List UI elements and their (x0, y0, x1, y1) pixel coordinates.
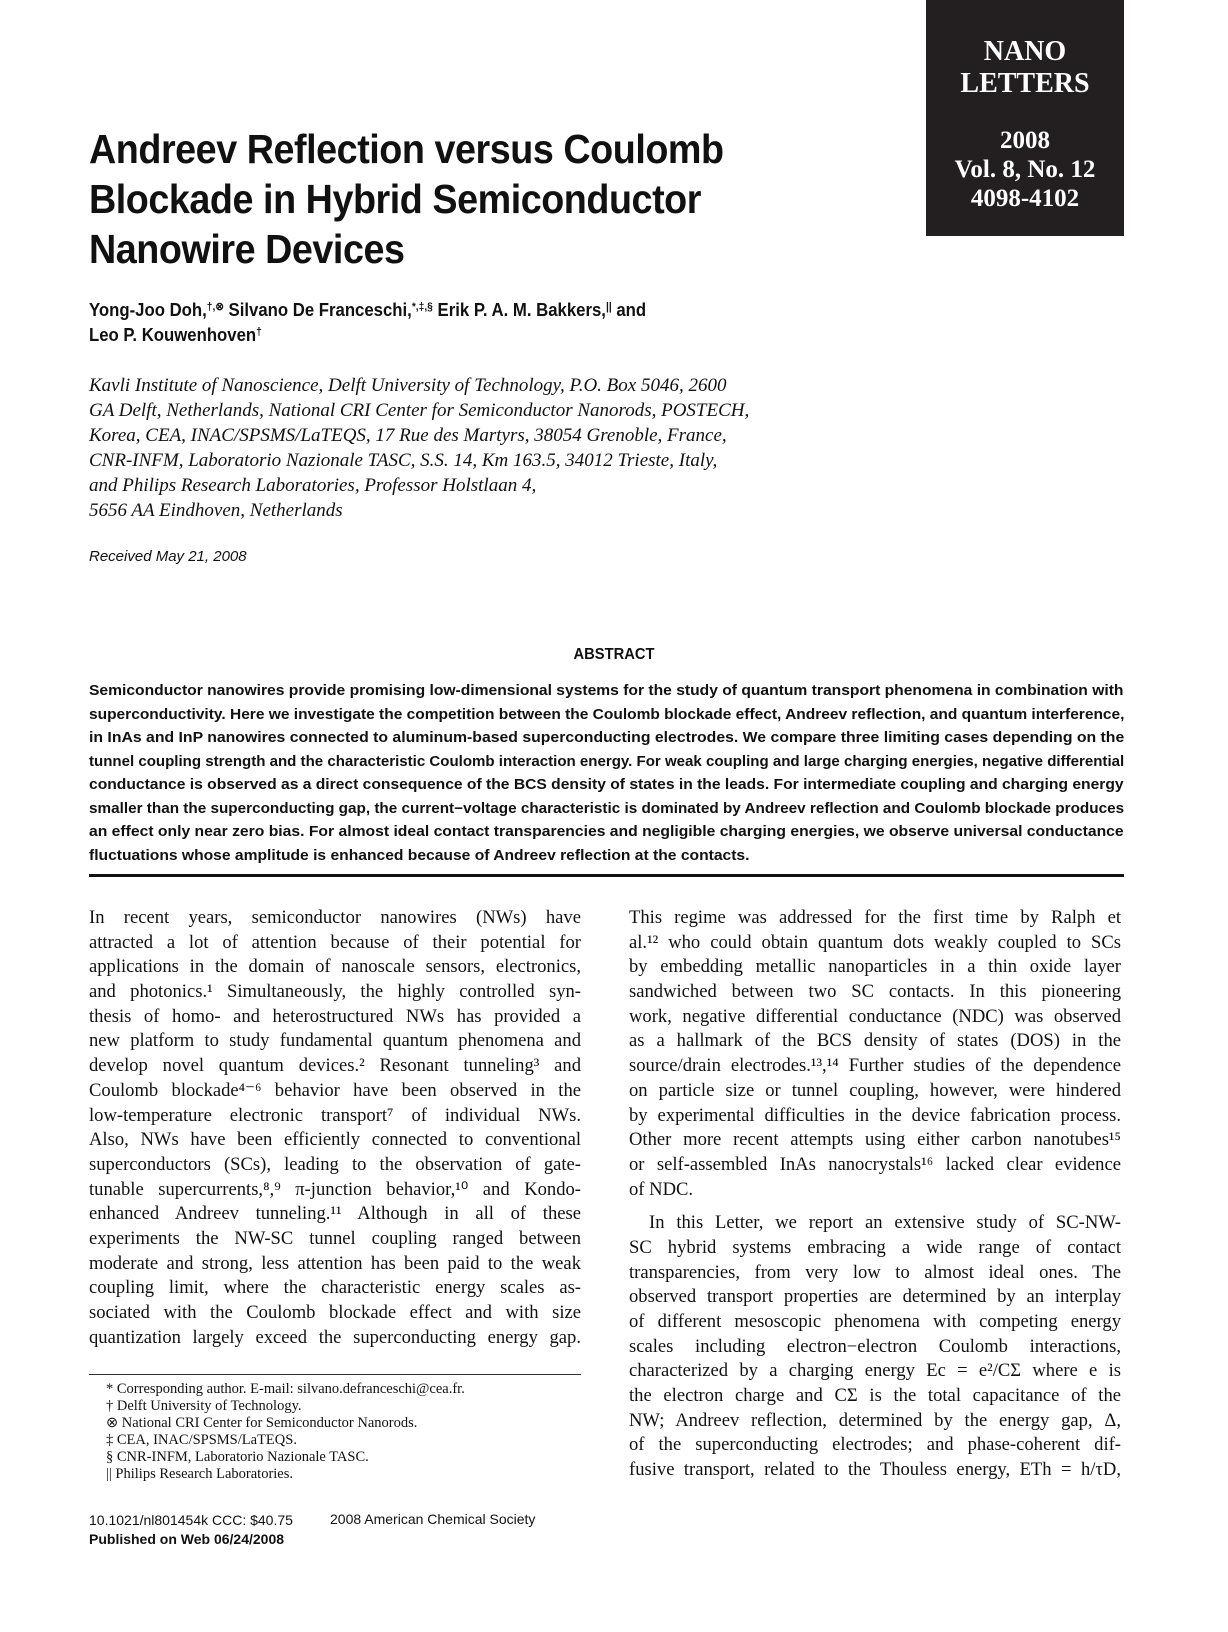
abstract-body (89, 680, 1124, 868)
doi-text: 10.1021/nl801454k CCC: $40.75 (89, 1512, 293, 1528)
body-line: sociated with the Coulomb blockade effect and with size (89, 1302, 581, 1323)
body-line: fusive transport, related to the Thouless energy, ETh = h/τD, (629, 1459, 1121, 1481)
body-line: of different mesoscopic phenomena with competing energy (629, 1311, 1121, 1332)
abstract-line: tunnel coupling strength and the characteristic Coulomb interaction energy. For weak coupling and large charging energies, negative differential (89, 753, 1125, 770)
body-line: as a hallmark of the BCS density of states (DOS) in the (629, 1030, 1121, 1052)
doi-block (89, 1511, 293, 1549)
affiliation-line: and Philips Research Laboratories, Professor Holstlaan 4, (89, 475, 537, 496)
body-line: applications in the domain of nanoscale sensors, electronics, (89, 956, 581, 978)
author-conjunction: and (611, 300, 647, 320)
journal-pages: 4098-4102 (970, 185, 1080, 212)
body-line: This regime was addressed for the first time by Ralph et (629, 907, 1121, 928)
body-line: quantization largely exceed the superconducting energy gap. (89, 1326, 581, 1348)
body-line: and photonics.¹ Simultaneously, the highly controlled syn- (89, 981, 581, 1003)
body-line: attracted a lot of attention because of their potential for (89, 931, 581, 953)
body-line: coupling limit, where the characteristic energy scales as- (89, 1277, 581, 1299)
journal-name-line2: LETTERS (960, 68, 1090, 99)
body-column-left (89, 906, 581, 1350)
body-line: experiments the NW-SC tunnel coupling ranged between (89, 1227, 581, 1249)
journal-name (926, 36, 1124, 100)
body-line: characterized by a charging energy Ec = e²/CΣ where e is (629, 1360, 1121, 1382)
published-date: Published on Web 06/24/2008 (89, 1531, 285, 1547)
body-line: In recent years, semiconductor nanowires (NWs) have (89, 907, 581, 928)
body-line: SC hybrid systems embracing a wide range of contact (629, 1236, 1121, 1258)
journal-badge (926, 0, 1124, 236)
author-line-2 (89, 323, 796, 348)
body-line: of NDC. (629, 1178, 694, 1200)
body-line: superconductors (SCs), leading to the observation of gate- (89, 1153, 581, 1175)
body-column-right (629, 906, 1121, 1483)
abstract-line: superconductivity. Here we investigate the competition between the Coulomb blockade effect, Andreev reflection, and quantum interference, (89, 706, 1125, 723)
footnotes (106, 1381, 465, 1483)
footnote: § CNR-INFM, Laboratorio Nazionale TASC. (106, 1449, 369, 1465)
affiliations (89, 373, 849, 523)
body-line: NW; Andreev reflection, determined by the energy gap, Δ, (629, 1409, 1121, 1431)
author-name: Silvano De Franceschi, (223, 300, 412, 320)
journal-name-line1: NANO (983, 36, 1067, 67)
body-line: thesis of homo- and heterostructured NWs has provided a (89, 1005, 581, 1027)
author-affil-mark: *,‡,§ (411, 301, 433, 313)
body-line: transparencies, from very low to almost ideal ones. The (629, 1261, 1121, 1283)
body-line: new platform to study fundamental quantum phenomena and (89, 1030, 581, 1052)
author-affil-mark: || (605, 301, 612, 313)
title-line: Nanowire Devices (89, 226, 405, 272)
author-list (89, 298, 796, 348)
body-line: on particle size or tunnel coupling, however, were hindered (629, 1079, 1121, 1101)
affiliation-line: Korea, CEA, INAC/SPSMS/LaTEQS, 17 Rue des Martyrs, 38054 Grenoble, France, (89, 425, 727, 446)
body-line: al.¹² who could obtain quantum dots weakly coupled to SCs (629, 931, 1121, 953)
journal-issue (926, 126, 1124, 213)
abstract-line: an effect only near zero bias. For almost ideal contact transparencies and negligible charging energies, we observe universal conductance (89, 824, 1124, 840)
abstract-line: in InAs and InP nanowires connected to aluminum-based superconducting electrodes. We compare three limiting cases depending on the (89, 730, 1125, 746)
body-line: enhanced Andreev tunneling.¹¹ Although in all of these (89, 1203, 581, 1225)
body-line: sandwiched between two SC contacts. In this pioneering (629, 981, 1121, 1003)
body-line: low-temperature electronic transport⁷ of individual NWs. (89, 1104, 581, 1126)
affiliation-line: 5656 AA Eindhoven, Netherlands (89, 500, 343, 521)
affiliation-line: GA Delft, Netherlands, National CRI Center for Semiconductor Nanorods, POSTECH, (89, 400, 750, 421)
body-line: the electron charge and CΣ is the total capacitance of the (629, 1385, 1121, 1407)
title-line: Andreev Reflection versus Coulomb (89, 126, 724, 172)
article-title (89, 124, 751, 274)
abstract-line: Semiconductor nanowires provide promising low-dimensional systems for the study of quantum transport phenomena in combination with (89, 683, 1124, 699)
author-affil-mark: † (256, 326, 262, 338)
body-line: observed transport properties are determined by an interplay (629, 1286, 1121, 1308)
body-line: Also, NWs have been efficiently connected to conventional (89, 1129, 581, 1151)
abstract-heading: ABSTRACT (573, 646, 655, 663)
body-line: by experimental difficulties in the device fabrication process. (629, 1104, 1121, 1126)
body-line: source/drain electrodes.¹³,¹⁴ Further studies of the dependence (629, 1055, 1121, 1077)
body-line: or self-assembled InAs nanocrystals¹⁶ lacked clear evidence (629, 1153, 1121, 1175)
footnote: † Delft University of Technology. (106, 1398, 302, 1414)
journal-year: 2008 (1000, 127, 1050, 154)
copyright: 2008 American Chemical Society (330, 1511, 536, 1527)
body-line: by embedding metallic nanoparticles in a thin oxide layer (629, 956, 1121, 978)
body-line: of the superconducting electrodes; and phase-coherent dif- (629, 1434, 1121, 1456)
body-line: Coulomb blockade⁴⁻⁶ behavior have been observed in the (89, 1079, 581, 1101)
footnote-divider (89, 1374, 581, 1375)
title-line: Blockade in Hybrid Semiconductor (89, 176, 701, 222)
abstract-line: conductance is observed as a direct consequence of the BCS density of states in the leads. For intermediate coupling and charging energy (89, 777, 1124, 793)
footnote: ‡ CEA, INAC/SPSMS/LaTEQS. (106, 1432, 297, 1448)
footnote: || Philips Research Laboratories. (106, 1466, 294, 1482)
paragraph-gap (629, 1202, 1121, 1211)
author-name: Erik P. A. M. Bakkers, (432, 300, 606, 320)
affiliation-line: Kavli Institute of Nanoscience, Delft University of Technology, P.O. Box 5046, 2600 (89, 375, 727, 396)
abstract-divider (89, 874, 1124, 877)
body-line: In this Letter, we report an extensive study of SC-NW- (649, 1212, 1121, 1234)
abstract-line: smaller than the superconducting gap, the current−voltage characteristic is dominated by Andreev reflection and Coulomb blockade produces (89, 800, 1125, 817)
footnote: * Corresponding author. E-mail: silvano.defranceschi@cea.fr. (106, 1381, 465, 1397)
abstract-line: fluctuations whose amplitude is enhanced because of Andreev reflection at the contacts. (89, 847, 750, 864)
body-line: scales including electron−electron Coulomb interactions, (629, 1335, 1121, 1357)
body-line: moderate and strong, less attention has been paid to the weak (89, 1252, 581, 1274)
body-line: tunable supercurrents,⁸,⁹ π-junction behavior,¹⁰ and Kondo- (89, 1178, 581, 1200)
journal-volume: Vol. 8, No. 12 (954, 156, 1096, 183)
body-line: Other more recent attempts using either carbon nanotubes¹⁵ (629, 1129, 1121, 1151)
author-line-1 (89, 298, 796, 323)
received-date: Received May 21, 2008 (89, 548, 247, 565)
body-line: develop novel quantum devices.² Resonant tunneling³ and (89, 1055, 581, 1077)
author-affil-mark: †,⊗ (206, 301, 224, 313)
body-line: work, negative differential conductance (NDC) was observed (629, 1005, 1121, 1027)
author-name: Leo P. Kouwenhoven (89, 325, 257, 345)
footnote: ⊗ National CRI Center for Semiconductor Nanorods. (106, 1415, 418, 1431)
affiliation-line: CNR-INFM, Laboratorio Nazionale TASC, S.S. 14, Km 163.5, 34012 Trieste, Italy, (89, 450, 718, 471)
author-name: Yong-Joo Doh, (89, 300, 207, 320)
